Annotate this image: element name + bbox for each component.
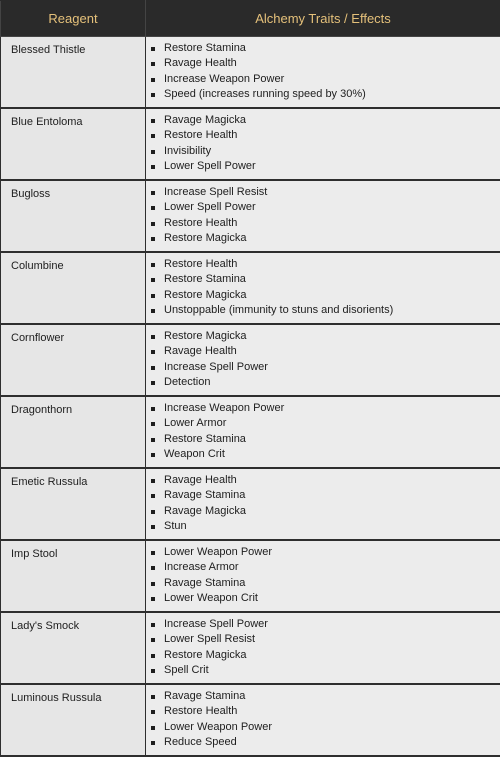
effect-label: Ravage Stamina <box>164 489 245 501</box>
bullet-icon <box>151 222 155 226</box>
bullet-icon <box>151 350 155 354</box>
effect-item <box>164 72 500 87</box>
effect-label: Restore Stamina <box>164 433 246 445</box>
reagent-name: Imp Stool <box>1 540 146 612</box>
effect-item <box>164 545 500 560</box>
effect-item <box>164 231 500 246</box>
table-row <box>1 324 500 396</box>
effect-item <box>164 488 500 503</box>
effect-label: Restore Magicka <box>164 289 247 301</box>
bullet-icon <box>151 695 155 699</box>
effect-label: Increase Weapon Power <box>164 402 284 414</box>
reagent-name: Columbine <box>1 252 146 324</box>
bullet-icon <box>151 309 155 313</box>
effects-cell <box>146 612 500 684</box>
reagent-name: Blessed Thistle <box>1 37 146 109</box>
bullet-icon <box>151 638 155 642</box>
bullet-icon <box>151 206 155 210</box>
effect-label: Restore Stamina <box>164 273 246 285</box>
effect-label: Stun <box>164 520 187 532</box>
effect-label: Restore Health <box>164 258 237 270</box>
effect-label: Weapon Crit <box>164 448 225 460</box>
bullet-icon <box>151 62 155 66</box>
effect-label: Restore Health <box>164 217 237 229</box>
effect-item <box>164 576 500 591</box>
effect-label: Lower Weapon Power <box>164 546 272 558</box>
effects-list <box>146 685 500 750</box>
effects-list <box>146 253 500 318</box>
bullet-icon <box>151 654 155 658</box>
effect-item <box>164 632 500 647</box>
effect-label: Detection <box>164 376 210 388</box>
bullet-icon <box>151 597 155 601</box>
effect-item <box>164 519 500 534</box>
effects-cell <box>146 396 500 468</box>
bullet-icon <box>151 479 155 483</box>
effect-item <box>164 329 500 344</box>
effects-cell <box>146 540 500 612</box>
table-row <box>1 540 500 612</box>
bullet-icon <box>151 582 155 586</box>
reagent-name: Cornflower <box>1 324 146 396</box>
effect-label: Speed (increases running speed by 30%) <box>164 88 366 100</box>
effects-cell <box>146 108 500 180</box>
bullet-icon <box>151 381 155 385</box>
bullet-icon <box>151 407 155 411</box>
bullet-icon <box>151 191 155 195</box>
bullet-icon <box>151 453 155 457</box>
bullet-icon <box>151 726 155 730</box>
bullet-icon <box>151 494 155 498</box>
effects-list <box>146 397 500 462</box>
effect-item <box>164 128 500 143</box>
effects-cell <box>146 252 500 324</box>
effect-label: Restore Stamina <box>164 42 246 54</box>
reagent-name: Dragonthorn <box>1 396 146 468</box>
effects-list <box>146 325 500 390</box>
effect-label: Lower Armor <box>164 417 226 429</box>
effect-item <box>164 216 500 231</box>
reagent-name: Blue Entoloma <box>1 108 146 180</box>
effect-label: Lower Spell Power <box>164 201 256 213</box>
bullet-icon <box>151 422 155 426</box>
effect-label: Increase Weapon Power <box>164 73 284 85</box>
effect-label: Lower Weapon Crit <box>164 592 258 604</box>
effect-label: Lower Weapon Power <box>164 721 272 733</box>
effect-item <box>164 87 500 102</box>
effect-item <box>164 41 500 56</box>
effect-label: Ravage Magicka <box>164 114 246 126</box>
effects-list <box>146 469 500 534</box>
effect-item <box>164 303 500 318</box>
effect-label: Restore Magicka <box>164 232 247 244</box>
effects-list <box>146 541 500 606</box>
effect-label: Ravage Stamina <box>164 690 245 702</box>
effect-label: Lower Spell Resist <box>164 633 255 645</box>
effect-item <box>164 375 500 390</box>
column-header-reagent: Reagent <box>1 1 146 37</box>
bullet-icon <box>151 525 155 529</box>
effect-item <box>164 663 500 678</box>
effect-label: Increase Spell Power <box>164 618 268 630</box>
reagent-name: Emetic Russula <box>1 468 146 540</box>
bullet-icon <box>151 335 155 339</box>
bullet-icon <box>151 134 155 138</box>
bullet-icon <box>151 119 155 123</box>
effect-item <box>164 144 500 159</box>
bullet-icon <box>151 566 155 570</box>
effect-label: Reduce Speed <box>164 736 237 748</box>
effect-item <box>164 401 500 416</box>
table-row <box>1 108 500 180</box>
effect-label: Ravage Stamina <box>164 577 245 589</box>
effect-item <box>164 617 500 632</box>
effects-cell <box>146 37 500 109</box>
effects-cell <box>146 180 500 252</box>
effects-cell <box>146 468 500 540</box>
effects-cell <box>146 684 500 756</box>
effect-item <box>164 432 500 447</box>
effect-label: Ravage Health <box>164 474 237 486</box>
effect-item <box>164 720 500 735</box>
bullet-icon <box>151 710 155 714</box>
bullet-icon <box>151 78 155 82</box>
effect-item <box>164 288 500 303</box>
table-row <box>1 180 500 252</box>
bullet-icon <box>151 438 155 442</box>
effect-item <box>164 416 500 431</box>
effect-label: Lower Spell Power <box>164 160 256 172</box>
table-row <box>1 468 500 540</box>
effect-item <box>164 704 500 719</box>
table-header-row <box>1 1 500 37</box>
effect-label: Unstoppable (immunity to stuns and disorients) <box>164 304 393 316</box>
effect-label: Increase Armor <box>164 561 239 573</box>
effects-list <box>146 181 500 246</box>
effect-label: Ravage Health <box>164 57 237 69</box>
effect-label: Ravage Health <box>164 345 237 357</box>
effect-item <box>164 360 500 375</box>
effect-item <box>164 159 500 174</box>
effect-item <box>164 648 500 663</box>
effect-item <box>164 689 500 704</box>
table-row <box>1 612 500 684</box>
effects-list <box>146 613 500 678</box>
table-row <box>1 684 500 756</box>
bullet-icon <box>151 263 155 267</box>
effect-item <box>164 447 500 462</box>
effect-item <box>164 504 500 519</box>
effect-label: Restore Magicka <box>164 649 247 661</box>
bullet-icon <box>151 294 155 298</box>
effect-item <box>164 185 500 200</box>
column-header-effects: Alchemy Traits / Effects <box>146 1 500 37</box>
effect-label: Restore Health <box>164 129 237 141</box>
table-row <box>1 37 500 109</box>
table-row <box>1 396 500 468</box>
effects-cell <box>146 324 500 396</box>
reagent-name: Bugloss <box>1 180 146 252</box>
effect-item <box>164 272 500 287</box>
effect-item <box>164 735 500 750</box>
bullet-icon <box>151 741 155 745</box>
bullet-icon <box>151 93 155 97</box>
effect-item <box>164 560 500 575</box>
effect-item <box>164 200 500 215</box>
effect-label: Increase Spell Resist <box>164 186 267 198</box>
effect-item <box>164 344 500 359</box>
bullet-icon <box>151 237 155 241</box>
effect-label: Increase Spell Power <box>164 361 268 373</box>
bullet-icon <box>151 47 155 51</box>
reagent-name: Lady's Smock <box>1 612 146 684</box>
bullet-icon <box>151 278 155 282</box>
effects-list <box>146 37 500 102</box>
effect-label: Restore Health <box>164 705 237 717</box>
effect-label: Invisibility <box>164 145 211 157</box>
effect-label: Spell Crit <box>164 664 209 676</box>
bullet-icon <box>151 366 155 370</box>
effect-item <box>164 113 500 128</box>
bullet-icon <box>151 165 155 169</box>
bullet-icon <box>151 551 155 555</box>
table-row <box>1 252 500 324</box>
bullet-icon <box>151 669 155 673</box>
effect-item <box>164 591 500 606</box>
bullet-icon <box>151 510 155 514</box>
reagent-name: Luminous Russula <box>1 684 146 756</box>
effect-label: Restore Magicka <box>164 330 247 342</box>
effect-item <box>164 473 500 488</box>
effect-label: Ravage Magicka <box>164 505 246 517</box>
effect-item <box>164 257 500 272</box>
bullet-icon <box>151 150 155 154</box>
effect-item <box>164 56 500 71</box>
bullet-icon <box>151 623 155 627</box>
effects-list <box>146 109 500 174</box>
